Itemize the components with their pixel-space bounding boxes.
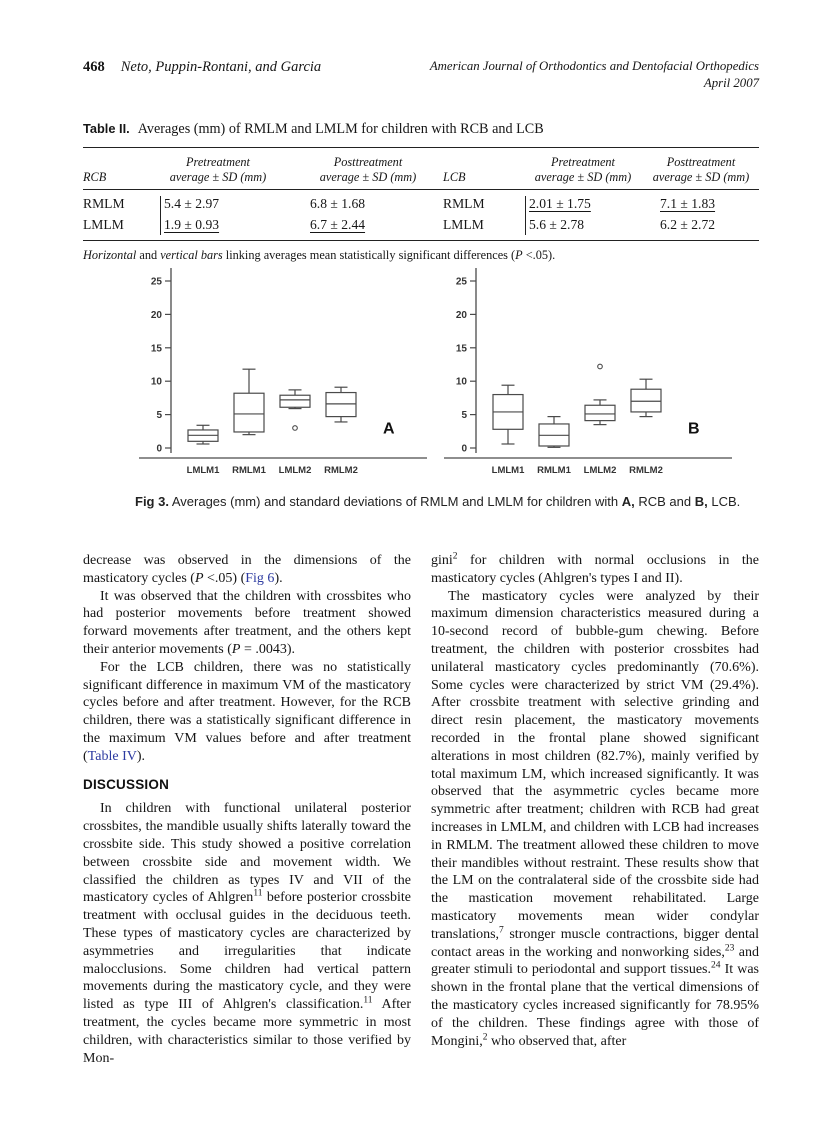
text-run: ). <box>136 748 146 764</box>
cell-value: RMLM <box>443 196 485 211</box>
table-row <box>83 190 759 215</box>
table-ii-block <box>83 120 759 263</box>
paragraph <box>83 588 411 659</box>
table-cell <box>293 190 443 215</box>
text-bold: Fig 3. <box>135 494 169 509</box>
superscript-ref: 23 <box>724 942 735 953</box>
column-header: LCB <box>443 148 523 190</box>
panel-label: B <box>688 420 700 438</box>
figure-caption <box>135 492 743 511</box>
cell-value: RMLM <box>83 196 125 211</box>
table-cell <box>143 214 293 241</box>
running-authors: Neto, Puppin-Rontani, and Garcia <box>120 59 322 75</box>
text-run: and <box>136 248 161 262</box>
table-cell <box>443 190 523 215</box>
y-tick-label: 25 <box>455 276 467 288</box>
text-run: who observed that, after <box>487 1033 627 1049</box>
y-tick-label: 5 <box>461 410 467 422</box>
table-cell <box>443 214 523 241</box>
paragraph <box>431 552 759 588</box>
superscript-ref: 11 <box>363 995 373 1006</box>
text-run: It was shown in the frontal plane that the vertical dimensions of the masticatory cycles increased significantly for 78.95% of the children. These findings agree with those of Mongini, <box>431 962 760 1049</box>
y-tick-label: 15 <box>150 343 162 355</box>
text-run: After treatment, the cycles became more symmetric in most children, with characteristics similar to those verified by Mon- <box>83 997 411 1066</box>
superscript-ref: 7 <box>499 925 504 936</box>
journal-title: American Journal of Orthodontics and Dentofacial Orthopedics <box>429 59 759 73</box>
y-tick-label: 15 <box>455 343 467 355</box>
column-header: Posttreatment average ± SD (mm) <box>293 148 443 190</box>
column-header: Pretreatment average ± SD (mm) <box>523 148 643 190</box>
text-bold: A, <box>621 494 635 509</box>
text-run: and greater stimuli to periodontal and support tissues. <box>431 944 759 978</box>
text-run: decrease was observed in the dimensions of the masticatory cycles ( <box>83 553 411 586</box>
table-label: Table II. <box>83 121 130 136</box>
box <box>326 393 356 417</box>
category-label: LMLM2 <box>583 465 617 476</box>
y-tick-label: 0 <box>156 443 162 455</box>
text-run: For the LCB children, there was no statistically significant difference in maximum VM of the masticatory cycles before and after treatment. However, for the RCB children, there was a statistically significant difference in the maximum VM values before and after treatment ( <box>83 659 411 764</box>
cell-value: 7.1 ± 1.83 <box>660 196 716 211</box>
issue-date: April 2007 <box>703 75 759 90</box>
text-run: = .0043). <box>240 641 296 657</box>
y-tick-label: 20 <box>455 309 467 321</box>
table-cell <box>643 190 759 215</box>
paragraph <box>83 800 411 1067</box>
table-cell <box>83 214 143 241</box>
figure-panels <box>135 256 735 480</box>
text-run: ). <box>274 570 283 586</box>
y-tick-label: 20 <box>150 309 162 321</box>
column-header: RCB <box>83 148 143 190</box>
category-label: LMLM1 <box>491 465 525 476</box>
box <box>234 393 264 432</box>
table-header-row <box>83 148 759 190</box>
text-italic: P <box>515 248 523 262</box>
boxplot-panel-a <box>135 256 430 480</box>
text-run: <.05). <box>522 248 556 262</box>
running-head-right <box>430 58 759 91</box>
cell-value: LMLM <box>83 217 124 232</box>
paragraph <box>83 659 411 766</box>
table-cell <box>523 190 643 215</box>
y-tick-label: 10 <box>455 376 467 388</box>
text-run: In children with functional unilateral posterior crossbites, the mandible usually shifts laterally toward the crossbite side. This study showed a positive correlation between crossbite side and movement width. We classified the children as types IV and VII of the masticatory cycles of Ahlgren <box>83 801 411 906</box>
table-title-line <box>83 120 759 138</box>
cell-value: 5.6 ± 2.78 <box>529 217 585 232</box>
cell-value: 5.4 ± 2.97 <box>160 195 219 213</box>
column-header: Posttreatment average ± SD (mm) <box>643 148 759 190</box>
paragraph <box>431 588 759 1051</box>
text-run: LCB. <box>707 494 741 509</box>
box <box>585 405 615 420</box>
y-tick-label: 0 <box>461 443 467 455</box>
cross-reference-link[interactable]: Table IV <box>87 748 137 764</box>
category-label: RMLM1 <box>537 465 571 476</box>
category-label: RMLM2 <box>324 465 358 476</box>
paragraph <box>83 552 411 588</box>
boxplot-svg <box>135 256 430 480</box>
cell-value: 6.8 ± 1.68 <box>310 196 366 211</box>
outlier-point <box>598 364 603 369</box>
superscript-ref: 24 <box>711 960 721 971</box>
text-run: The masticatory cycles were analyzed by their maximum dimension characteristics measured during a 10-second record of bubble-gum chewing. Before treatment, the children with posterior crossbites had unilateral masticatory cycles predominantly (70.6%). Some cycles were characterized by strict VM (29.4%). After crossbite treatment with selective grinding and direct resin placement, the masticatory movements recorded in the frontal plane showed significant alterations in most children (82.7%), mainly verified by total maximum LM, which increased significantly. It was observed that the asymmetric cycles became more symmetric after treatment; children with RCB had great increases in LMLM, and children with LCB had increases in RMLM. The treatment allowed these children to move their mandibles without restraint. These results show that the LM on the contralateral side of the crossbite side had the mastication movement rehabilitated. Large masticatory movements mean wider condylar translations, <box>431 588 759 942</box>
text-italic: P <box>194 570 204 586</box>
category-label: RMLM1 <box>232 465 266 476</box>
text-run: Averages (mm) and standard deviations of RMLM and LMLM for children with <box>168 494 622 509</box>
table-cell <box>143 190 293 215</box>
data-table <box>83 147 759 241</box>
category-label: RMLM2 <box>629 465 663 476</box>
table-cell <box>643 214 759 241</box>
y-tick-label: 5 <box>156 410 162 422</box>
running-head-left <box>83 58 321 76</box>
y-tick-label: 10 <box>150 376 162 388</box>
superscript-ref: 2 <box>452 551 458 562</box>
text-run: gini <box>431 553 453 568</box>
box <box>631 389 661 412</box>
table-cell <box>293 214 443 241</box>
cell-value: 1.9 ± 0.93 <box>164 217 220 232</box>
table-title: Averages (mm) of RMLM and LMLM for children with RCB and LCB <box>137 121 544 137</box>
category-label: LMLM1 <box>186 465 220 476</box>
text-italic: vertical bars <box>160 248 223 262</box>
cross-reference-link[interactable]: Fig 6 <box>245 570 275 586</box>
text-italic: P <box>231 641 241 657</box>
text-column-right <box>431 552 759 1067</box>
box <box>280 395 310 407</box>
cell-value: 6.2 ± 2.72 <box>660 217 716 232</box>
table-cell <box>523 214 643 241</box>
text-run: stronger muscle contractions, bigger dental contact areas in the working and nonworking sides, <box>431 926 759 960</box>
cell-value: 2.01 ± 1.75 <box>525 195 591 213</box>
boxplot-panel-b <box>440 256 735 480</box>
text-column-left <box>83 552 411 1067</box>
text-run: RCB and <box>634 494 695 509</box>
boxplot-svg <box>440 256 735 480</box>
section-heading: DISCUSSION <box>83 776 170 792</box>
table-cell <box>83 190 143 215</box>
figure-3-block <box>135 256 741 511</box>
text-run: It was observed that the children with crossbites who had posterior movements before treatment showed forward movements after treatment, and the others kept their anterior movements ( <box>83 588 411 657</box>
page-number: 468 <box>83 59 105 75</box>
text-run: linking averages mean statistically significant differences ( <box>222 248 516 262</box>
text-bold: B, <box>694 494 708 509</box>
y-tick-label: 25 <box>150 276 162 288</box>
column-header: Pretreatment average ± SD (mm) <box>143 148 293 190</box>
text-run: <.05) ( <box>203 570 246 586</box>
superscript-ref: 11 <box>253 888 263 899</box>
cell-value: LMLM <box>443 217 484 232</box>
text-run: for children with normal occlusions in the masticatory cycles (Ahlgren's types I and II). <box>431 553 759 586</box>
page-header <box>83 58 759 91</box>
superscript-ref: 2 <box>482 1031 488 1042</box>
cell-value: 6.7 ± 2.44 <box>310 217 366 232</box>
text-italic: Horizontal <box>83 248 137 262</box>
table-row <box>83 214 759 241</box>
category-label: LMLM2 <box>278 465 312 476</box>
text-run: before posterior crossbite treatment with occlusal guides in the deciduous teeth. These types of masticatory cycles are characterized by asymmetries and irregularities that indicate malocclusions. Some children had vertical pattern movements during the masticatory cycle, and they were listed as type III of Ahlgren's classification. <box>83 890 411 1013</box>
panel-label: A <box>383 420 395 438</box>
outlier-point <box>293 426 298 431</box>
article-body <box>83 552 759 1067</box>
